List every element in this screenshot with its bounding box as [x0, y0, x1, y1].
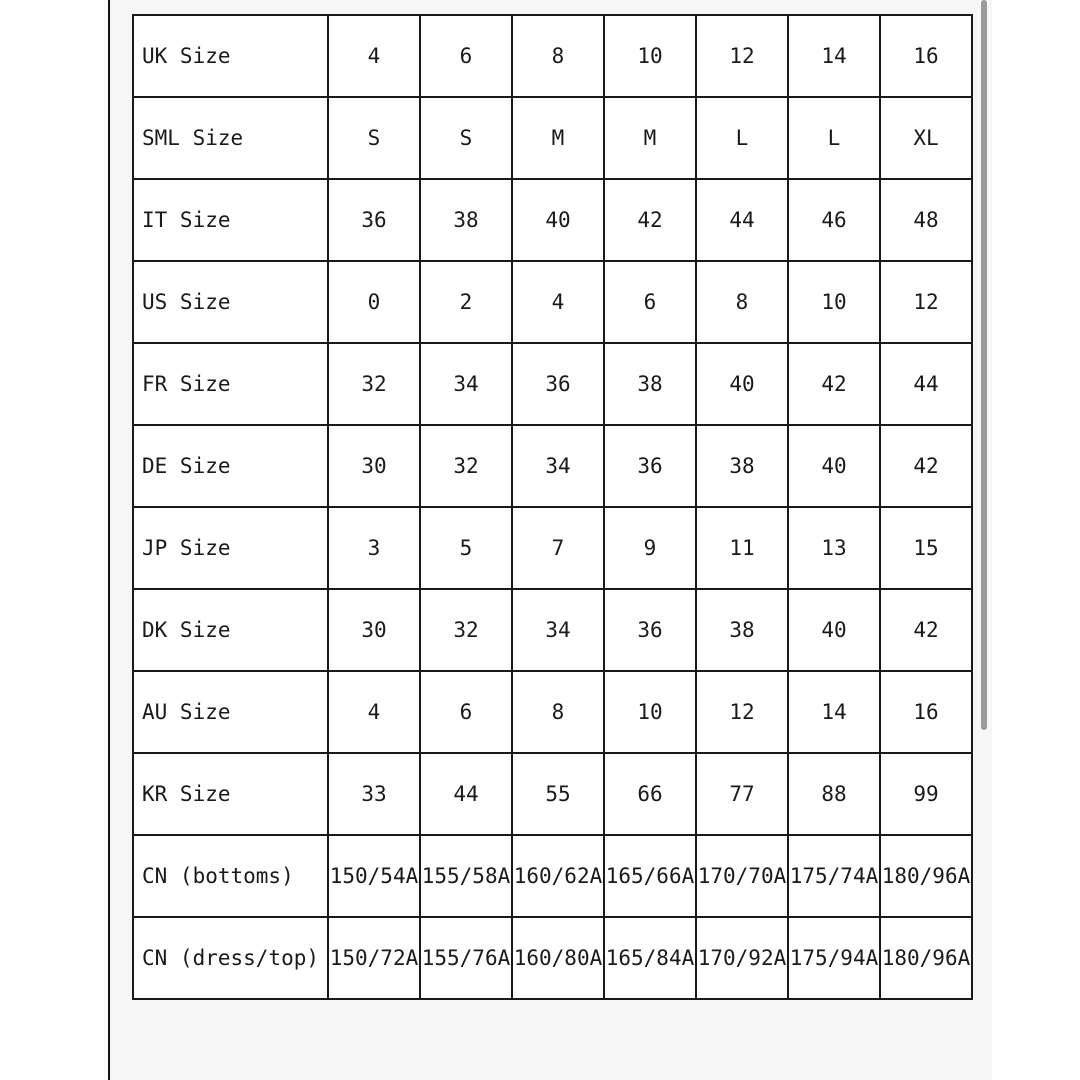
- row-label: CN (bottoms): [133, 835, 328, 917]
- size-value-cell: 170/70A: [696, 835, 788, 917]
- row-label: KR Size: [133, 753, 328, 835]
- row-label: FR Size: [133, 343, 328, 425]
- size-value-cell: 15: [880, 507, 972, 589]
- table-row: [133, 917, 972, 999]
- size-value-cell: 32: [420, 589, 512, 671]
- size-value-cell: 10: [604, 671, 696, 753]
- size-value-cell: 150/72A: [328, 917, 420, 999]
- size-value-cell: 155/58A: [420, 835, 512, 917]
- row-label: DE Size: [133, 425, 328, 507]
- table-row: [133, 835, 972, 917]
- size-value-cell: 14: [788, 15, 880, 97]
- size-value-cell: L: [788, 97, 880, 179]
- size-value-cell: 99: [880, 753, 972, 835]
- size-value-cell: 180/96A: [880, 917, 972, 999]
- size-value-cell: 38: [696, 425, 788, 507]
- row-label: CN (dress/top): [133, 917, 328, 999]
- size-value-cell: 88: [788, 753, 880, 835]
- size-value-cell: 32: [328, 343, 420, 425]
- size-value-cell: 8: [696, 261, 788, 343]
- size-value-cell: 2: [420, 261, 512, 343]
- size-chart-body: [133, 15, 972, 999]
- table-row: [133, 753, 972, 835]
- row-label: US Size: [133, 261, 328, 343]
- size-value-cell: 5: [420, 507, 512, 589]
- size-value-cell: 30: [328, 425, 420, 507]
- size-value-cell: 33: [328, 753, 420, 835]
- size-value-cell: S: [328, 97, 420, 179]
- table-row: [133, 425, 972, 507]
- size-value-cell: 40: [696, 343, 788, 425]
- row-label: SML Size: [133, 97, 328, 179]
- size-value-cell: 3: [328, 507, 420, 589]
- size-value-cell: 4: [328, 15, 420, 97]
- size-value-cell: 160/62A: [512, 835, 604, 917]
- size-value-cell: 8: [512, 671, 604, 753]
- size-value-cell: 40: [512, 179, 604, 261]
- size-value-cell: 4: [512, 261, 604, 343]
- size-value-cell: 175/94A: [788, 917, 880, 999]
- size-value-cell: 77: [696, 753, 788, 835]
- size-value-cell: 40: [788, 425, 880, 507]
- size-value-cell: 165/66A: [604, 835, 696, 917]
- size-value-cell: 36: [604, 425, 696, 507]
- size-value-cell: 12: [696, 15, 788, 97]
- size-value-cell: 16: [880, 15, 972, 97]
- size-value-cell: 9: [604, 507, 696, 589]
- size-value-cell: 42: [880, 589, 972, 671]
- scrollbar-thumb[interactable]: [981, 0, 987, 730]
- size-value-cell: 10: [788, 261, 880, 343]
- size-value-cell: 34: [512, 589, 604, 671]
- size-value-cell: 44: [420, 753, 512, 835]
- size-value-cell: 170/92A: [696, 917, 788, 999]
- size-value-cell: 16: [880, 671, 972, 753]
- size-value-cell: 12: [696, 671, 788, 753]
- size-value-cell: 155/76A: [420, 917, 512, 999]
- size-value-cell: 38: [420, 179, 512, 261]
- size-value-cell: 6: [420, 15, 512, 97]
- row-label: AU Size: [133, 671, 328, 753]
- table-row: [133, 261, 972, 343]
- size-value-cell: 12: [880, 261, 972, 343]
- size-value-cell: 55: [512, 753, 604, 835]
- size-value-cell: M: [604, 97, 696, 179]
- size-value-cell: 7: [512, 507, 604, 589]
- table-row: [133, 589, 972, 671]
- size-value-cell: 6: [420, 671, 512, 753]
- size-value-cell: 6: [604, 261, 696, 343]
- size-value-cell: 44: [696, 179, 788, 261]
- size-value-cell: M: [512, 97, 604, 179]
- size-value-cell: 44: [880, 343, 972, 425]
- size-value-cell: 40: [788, 589, 880, 671]
- size-value-cell: 10: [604, 15, 696, 97]
- size-value-cell: 46: [788, 179, 880, 261]
- size-value-cell: 160/80A: [512, 917, 604, 999]
- size-value-cell: 0: [328, 261, 420, 343]
- size-value-cell: 30: [328, 589, 420, 671]
- size-chart-table: [132, 14, 973, 1000]
- table-row: [133, 507, 972, 589]
- size-value-cell: 11: [696, 507, 788, 589]
- size-value-cell: 34: [512, 425, 604, 507]
- size-value-cell: 36: [512, 343, 604, 425]
- size-value-cell: 175/74A: [788, 835, 880, 917]
- size-value-cell: 38: [604, 343, 696, 425]
- size-value-cell: 14: [788, 671, 880, 753]
- size-value-cell: 165/84A: [604, 917, 696, 999]
- row-label: UK Size: [133, 15, 328, 97]
- table-row: [133, 179, 972, 261]
- table-row: [133, 15, 972, 97]
- size-value-cell: L: [696, 97, 788, 179]
- size-value-cell: 42: [880, 425, 972, 507]
- size-value-cell: 32: [420, 425, 512, 507]
- size-value-cell: 36: [604, 589, 696, 671]
- table-row: [133, 671, 972, 753]
- size-value-cell: 42: [604, 179, 696, 261]
- size-value-cell: 150/54A: [328, 835, 420, 917]
- size-value-cell: 38: [696, 589, 788, 671]
- table-row: [133, 343, 972, 425]
- size-value-cell: 4: [328, 671, 420, 753]
- size-value-cell: 36: [328, 179, 420, 261]
- size-value-cell: 13: [788, 507, 880, 589]
- size-value-cell: XL: [880, 97, 972, 179]
- row-label: JP Size: [133, 507, 328, 589]
- size-value-cell: 48: [880, 179, 972, 261]
- table-row: [133, 97, 972, 179]
- size-value-cell: 42: [788, 343, 880, 425]
- row-label: DK Size: [133, 589, 328, 671]
- size-value-cell: S: [420, 97, 512, 179]
- size-value-cell: 8: [512, 15, 604, 97]
- row-label: IT Size: [133, 179, 328, 261]
- size-value-cell: 180/96A: [880, 835, 972, 917]
- size-value-cell: 66: [604, 753, 696, 835]
- size-value-cell: 34: [420, 343, 512, 425]
